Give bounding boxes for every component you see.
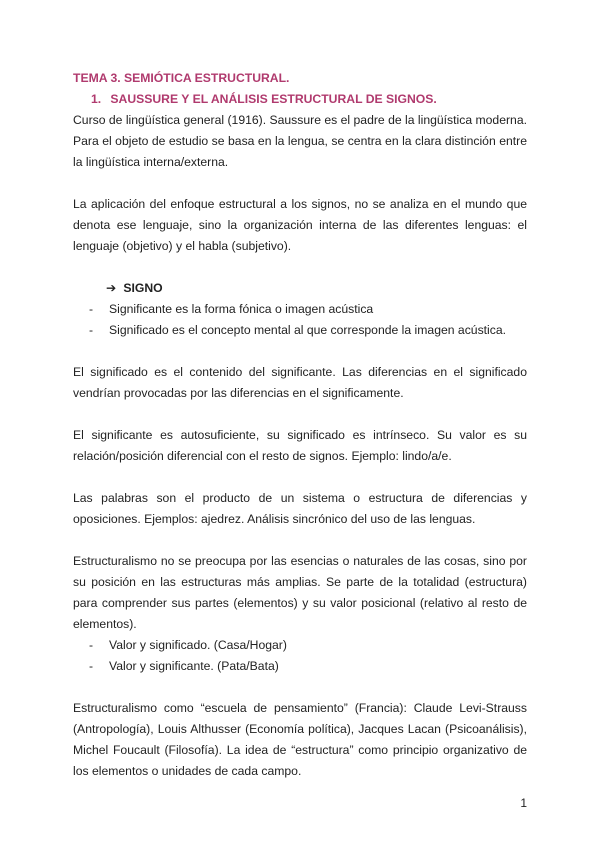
list-item-text: Valor y significante. (Pata/Bata) bbox=[109, 659, 279, 673]
paragraph-4: El significante es autosuficiente, su significado es intrínseco. Su valor es su relación/posición diferencial con el resto de signos. Ejemplo: lindo/a/e. bbox=[73, 428, 527, 463]
spacer bbox=[73, 341, 527, 362]
spacer bbox=[73, 677, 527, 698]
paragraph-2: La aplicación del enfoque estructural a los signos, no se analiza en el mundo que denota ese lenguaje, sino la organización interna de las diferentes lenguas: el lenguaje (objetivo) y el habla (subjetivo). bbox=[73, 197, 527, 253]
spacer bbox=[73, 404, 527, 425]
list-item bbox=[73, 656, 527, 677]
spacer bbox=[73, 530, 527, 551]
paragraph-7: Estructuralismo como “escuela de pensamiento” (Francia): Claude Levi-Strauss (Antropología), Louis Althusser (Economía política), Jacques Lacan (Psicoanálisis), Michel Foucault (Filosofía). La idea de “estructura” como principio organizativo de los elementos o unidades de cada campo. bbox=[73, 701, 527, 778]
list-item bbox=[73, 299, 527, 320]
paragraph-3: El significado es el contenido del significante. Las diferencias en el significado vendrían provocadas por las diferencias en el significamente. bbox=[73, 365, 527, 400]
section-heading bbox=[73, 89, 527, 110]
value-list bbox=[73, 635, 527, 677]
list-item-text: Valor y significado. (Casa/Hogar) bbox=[109, 638, 287, 652]
spacer bbox=[73, 257, 527, 278]
document-page bbox=[73, 68, 527, 782]
list-item-text: Significante es la forma fónica o imagen acústica bbox=[109, 302, 374, 316]
list-item bbox=[73, 320, 527, 341]
list-item bbox=[73, 635, 527, 656]
paragraph-6: Estructuralismo no se preocupa por las esencias o naturales de las cosas, sino por su posición en las estructuras más amplias. Se parte de la totalidad (estructura) para comprender sus partes (elementos) y su valor posicional (relativo al resto de elementos). bbox=[73, 554, 527, 631]
section-number: 1. bbox=[91, 92, 102, 106]
signo-heading-label: SIGNO bbox=[123, 281, 163, 295]
dash-bullet: - bbox=[89, 302, 94, 316]
dash-bullet: - bbox=[89, 659, 94, 673]
document-title: TEMA 3. SEMIÓTICA ESTRUCTURAL. bbox=[73, 71, 290, 85]
paragraph-5: Las palabras son el producto de un sistema o estructura de diferencias y oposiciones. Ejemplos: ajedrez. Análisis sincrónico del uso de las lenguas. bbox=[73, 491, 527, 526]
list-item-text: Significado es el concepto mental al que corresponde la imagen acústica. bbox=[109, 323, 507, 337]
paragraph-1: Curso de lingüística general (1916). Saussure es el padre de la lingüística moderna. Para el objeto de estudio se basa en la lengua, se centra en la clara distinción entre la lingüística interna/externa. bbox=[73, 113, 527, 169]
page-number: 1 bbox=[520, 796, 527, 810]
dash-bullet: - bbox=[89, 638, 94, 652]
signo-list bbox=[73, 299, 527, 341]
arrow-right-icon: ➔ bbox=[106, 281, 117, 295]
section-title: SAUSSURE Y EL ANÁLISIS ESTRUCTURAL DE SIGNOS. bbox=[110, 92, 437, 106]
spacer bbox=[73, 173, 527, 194]
dash-bullet: - bbox=[89, 323, 94, 337]
signo-heading bbox=[73, 278, 527, 299]
spacer bbox=[73, 467, 527, 488]
